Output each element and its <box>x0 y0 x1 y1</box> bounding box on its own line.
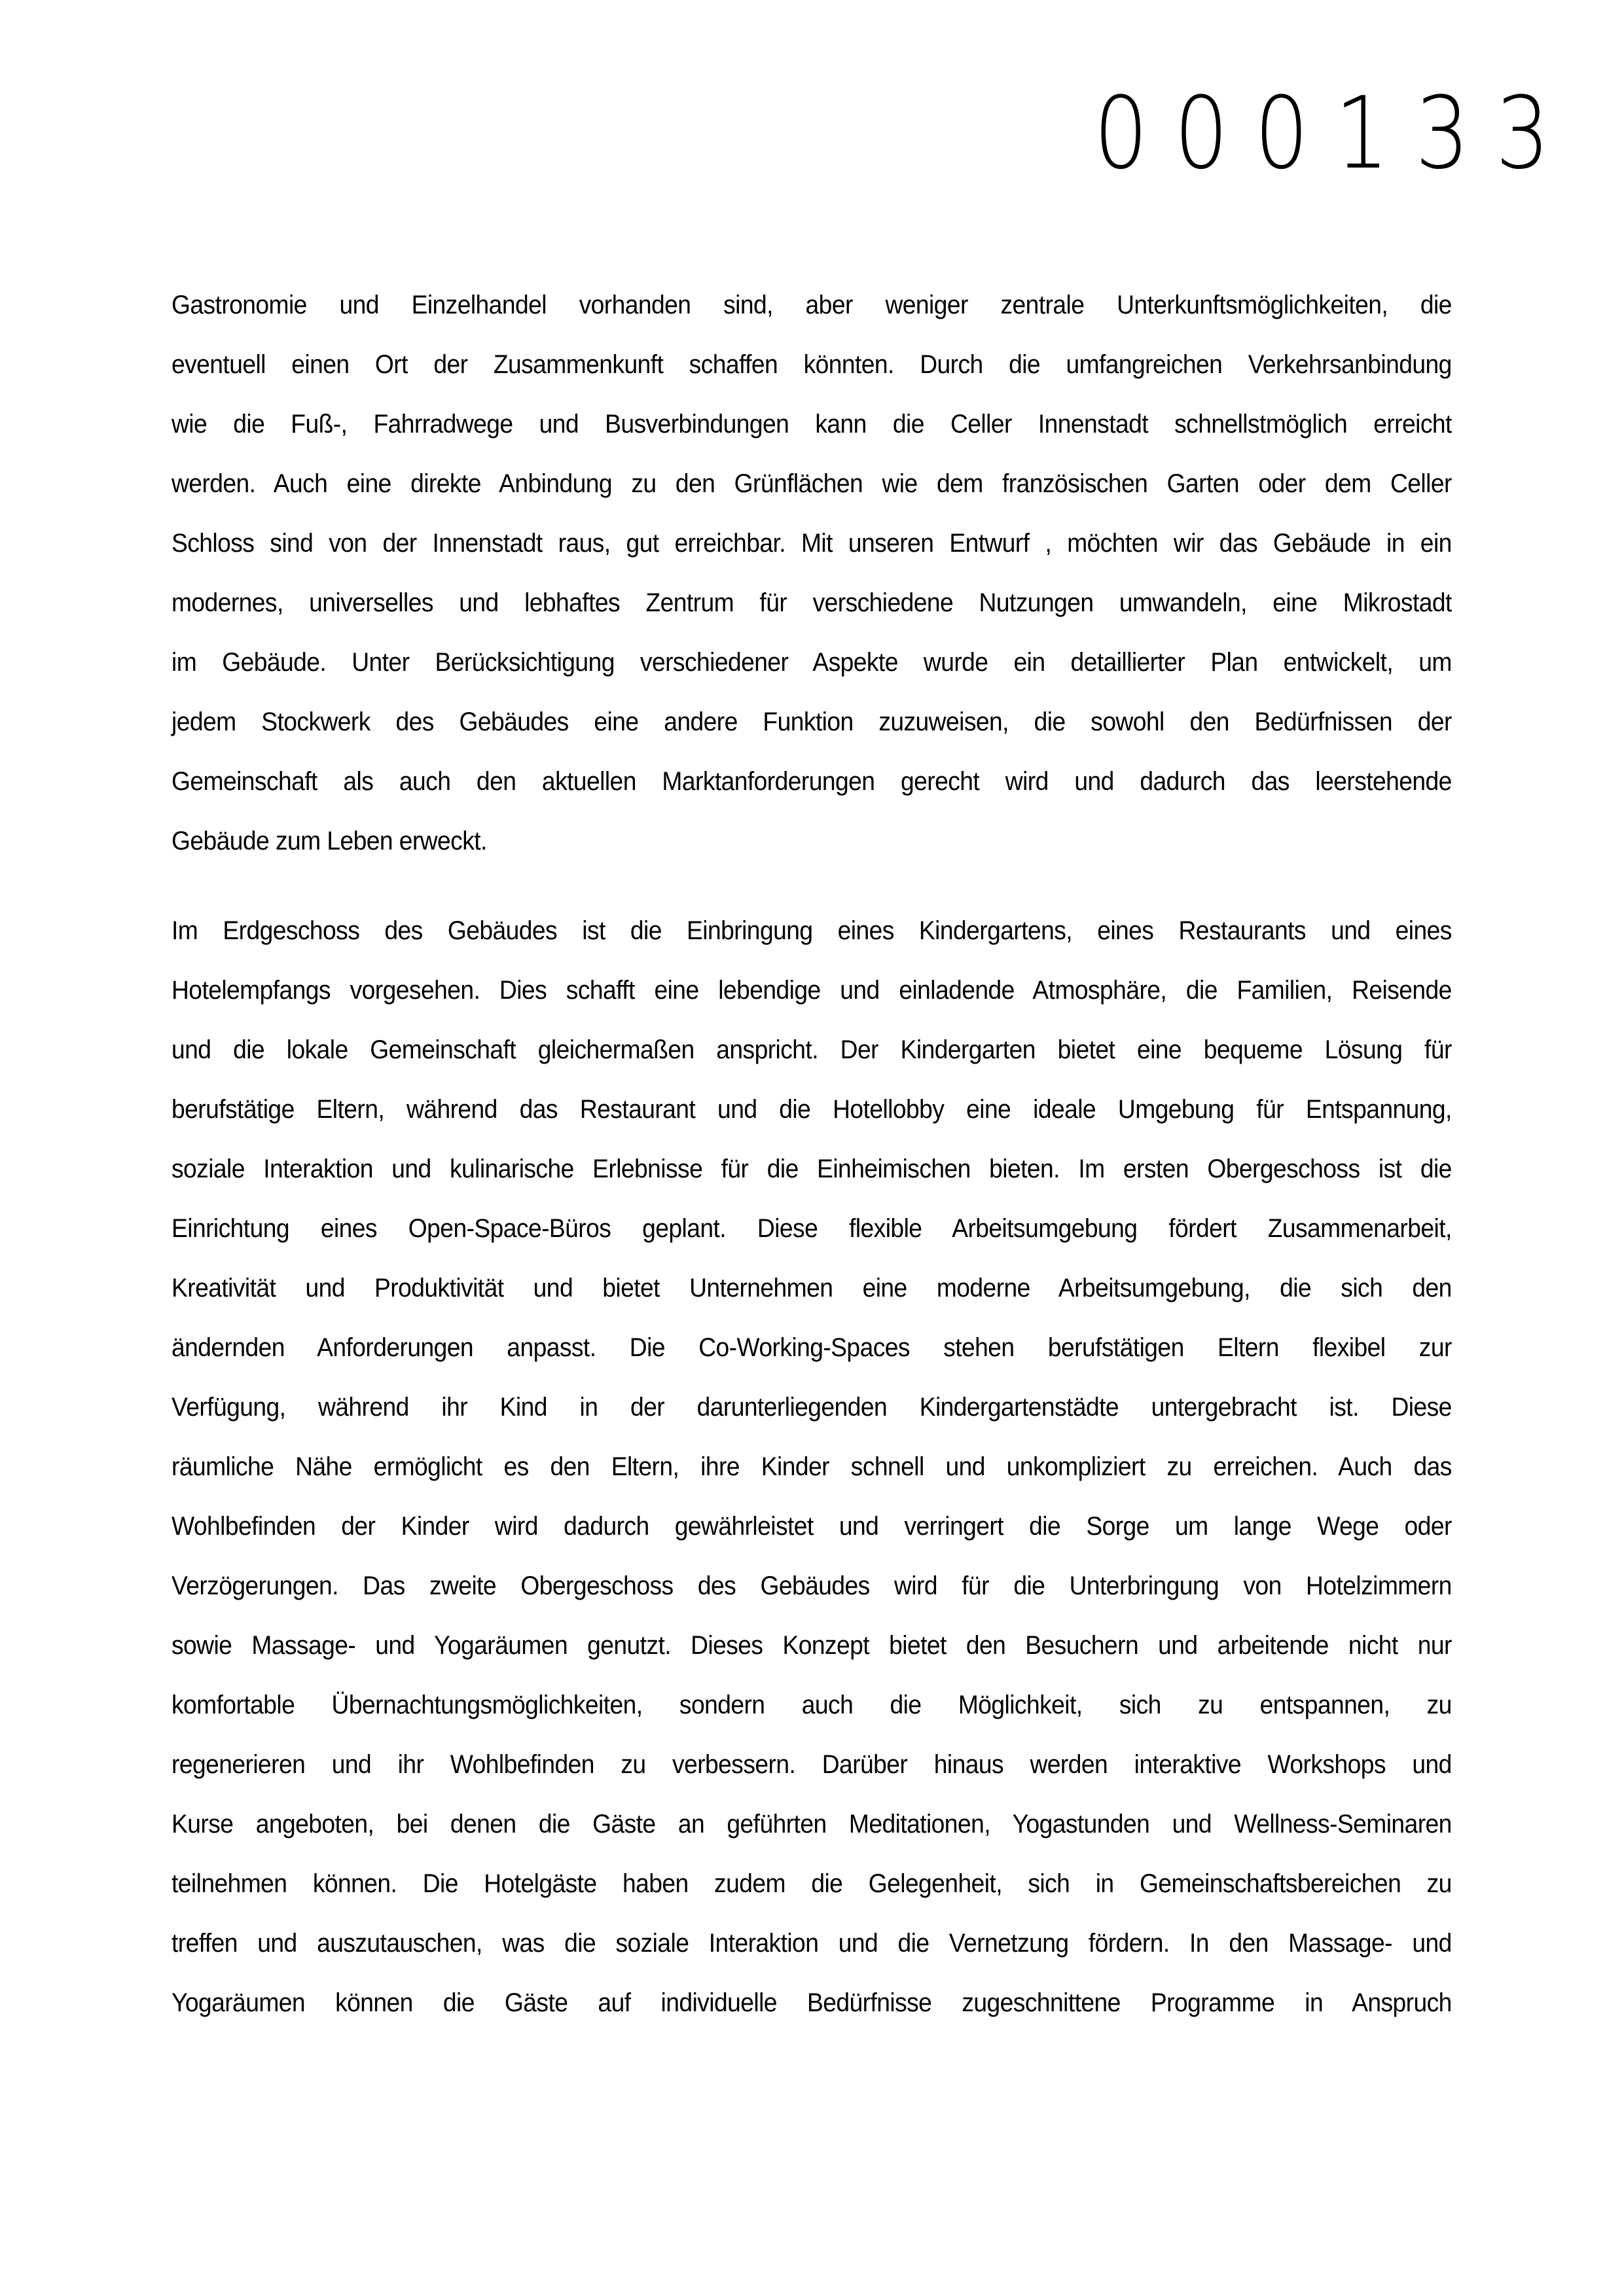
text-line: eventuell einen Ort der Zusammenkunft schaffen könnten. Durch die umfangreichen Verkehrsanbindung <box>171 350 1452 379</box>
page-number: 000133 <box>1093 75 1576 191</box>
text-line: Gastronomie und Einzelhandel vorhanden sind, aber weniger zentrale Unterkunftsmöglichkeiten, die <box>171 291 1452 319</box>
text-line: Verfügung, während ihr Kind in der darunterliegenden Kindergartenstädte untergebracht ist. Diese <box>171 1393 1452 1422</box>
text-line: Wohlbefinden der Kinder wird dadurch gewährleistet und verringert die Sorge um lange Wege oder <box>171 1512 1452 1541</box>
text-line: Einrichtung eines Open-Space-Büros geplant. Diese flexible Arbeitsumgebung fördert Zusammenarbeit, <box>171 1214 1452 1243</box>
body-text <box>171 285 1452 2043</box>
text-line: Verzögerungen. Das zweite Obergeschoss des Gebäudes wird für die Unterbringung von Hotelzimmern <box>171 1571 1452 1600</box>
text-line: teilnehmen können. Die Hotelgäste haben zudem die Gelegenheit, sich in Gemeinschaftsbereichen zu <box>171 1869 1452 1898</box>
text-line: Gemeinschaft als auch den aktuellen Marktanforderungen gerecht wird und dadurch das leerstehende <box>171 767 1452 796</box>
text-line: sowie Massage- und Yogaräumen genutzt. Dieses Konzept bietet den Besuchern und arbeitende nicht nur <box>171 1631 1452 1660</box>
text-line: Yogaräumen können die Gäste auf individuelle Bedürfnisse zugeschnittene Programme in Anspruch <box>171 1988 1452 2017</box>
text-line: modernes, universelles und lebhaftes Zentrum für verschiedene Nutzungen umwandeln, eine Mikrostadt <box>171 588 1452 617</box>
text-line: Kurse angeboten, bei denen die Gäste an geführten Meditationen, Yogastunden und Wellness-Seminaren <box>171 1810 1452 1839</box>
text-line: soziale Interaktion und kulinarische Erlebnisse für die Einheimischen bieten. Im ersten Obergeschoss ist die <box>171 1155 1452 1183</box>
text-line: Hotelempfangs vorgesehen. Dies schafft eine lebendige und einladende Atmosphäre, die Familien, Reisende <box>171 976 1452 1005</box>
text-line: im Gebäude. Unter Berücksichtigung verschiedener Aspekte wurde ein detaillierter Plan entwickelt, um <box>171 648 1452 677</box>
text-line: werden. Auch eine direkte Anbindung zu den Grünflächen wie dem französischen Garten oder dem Celler <box>171 469 1452 498</box>
paragraph-1 <box>171 285 1452 881</box>
text-line: berufstätige Eltern, während das Restaurant und die Hotellobby eine ideale Umgebung für Entspannung, <box>171 1095 1452 1124</box>
text-line: treffen und auszutauschen, was die soziale Interaktion und die Vernetzung fördern. In den Massage- und <box>171 1929 1452 1958</box>
text-line: räumliche Nähe ermöglicht es den Eltern, ihre Kinder schnell und unkompliziert zu erreichen. Auch das <box>171 1452 1452 1481</box>
text-line: regenerieren und ihr Wohlbefinden zu verbessern. Darüber hinaus werden interaktive Workshops und <box>171 1750 1452 1779</box>
text-line: komfortable Übernachtungsmöglichkeiten, sondern auch die Möglichkeit, sich zu entspannen, zu <box>171 1691 1452 1719</box>
paragraph-2 <box>171 911 1452 2043</box>
text-line: jedem Stockwerk des Gebäudes eine andere Funktion zuzuweisen, die sowohl den Bedürfnissen der <box>171 708 1452 736</box>
text-line: ändernden Anforderungen anpasst. Die Co-Working-Spaces stehen berufstätigen Eltern flexibel zur <box>171 1333 1452 1362</box>
text-line: Schloss sind von der Innenstadt raus, gut erreichbar. Mit unseren Entwurf , möchten wir das Gebäude in ein <box>171 529 1452 558</box>
text-line: Gebäude zum Leben erweckt. <box>171 827 487 855</box>
text-line: und die lokale Gemeinschaft gleichermaßen anspricht. Der Kindergarten bietet eine bequeme Lösung für <box>171 1035 1452 1064</box>
text-line: Kreativität und Produktivität und bietet Unternehmen eine moderne Arbeitsumgebung, die sich den <box>171 1274 1452 1302</box>
text-line: Im Erdgeschoss des Gebäudes ist die Einbringung eines Kindergartens, eines Restaurants und eines <box>171 916 1452 945</box>
text-line: wie die Fuß-, Fahrradwege und Busverbindungen kann die Celler Innenstadt schnellstmöglich erreicht <box>171 410 1452 439</box>
